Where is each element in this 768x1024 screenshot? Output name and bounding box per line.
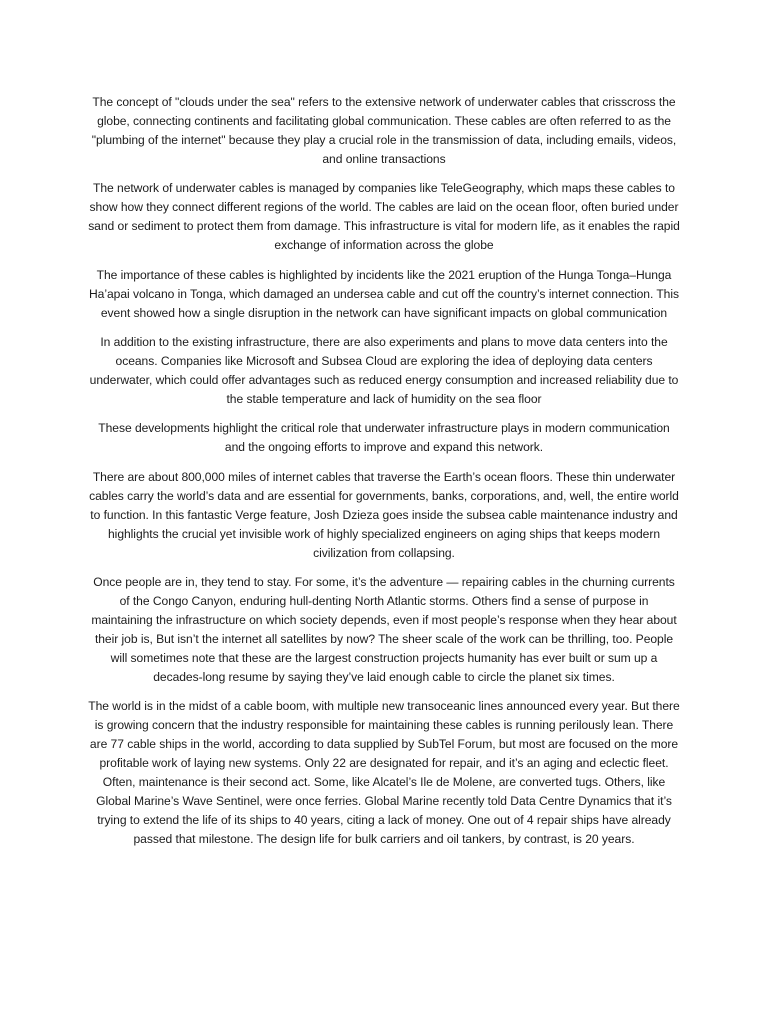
paragraph-tonga-eruption: The importance of these cables is highlighted by incidents like the 2021 eruption of the Hunga Tonga–Hunga Ha’apai volcano in Tonga, which damaged an undersea cable and cut off the country’s internet connection. This event showed how a single disruption in the network can have significant impacts on global communication xyxy=(88,267,679,320)
paragraph-developments: These developments highlight the critical role that underwater infrastructure plays in modern communication and the ongoing efforts to improve and expand this network. xyxy=(98,421,670,455)
paragraph-underwater-data-centers: In addition to the existing infrastructure, there are also experiments and plans to move data centers into the oceans. Companies like Microsoft and Subsea Cloud are exploring the idea of deploying data centers underwater, which could offer advantages such as reduced energy consumption and increased reliability due to the stable temperature and lack of humidity on the sea floor xyxy=(89,334,679,406)
document-body xyxy=(88,93,680,859)
paragraph-cable-mileage: There are about 800,000 miles of internet cables that traverse the Earth’s ocean floors. These thin underwater cables carry the world’s data and are essential for governments, banks, corporations, and, well, the entire world to function. In this fantastic Verge feature, Josh Dzieza goes inside the subsea cable maintenance industry and highlights the crucial yet invisible work of highly specialized engineers on aging ships that keeps modern civilization from collapsing. xyxy=(89,469,679,560)
paragraph-clouds-under-the-sea: The concept of "clouds under the sea" refers to the extensive network of underwater cables that crisscross the globe, connecting continents and facilitating global communication. These cables are often referred to as the "plumbing of the internet" because they play a crucial role in the transmission of data, including emails, videos, and online transactions xyxy=(91,95,677,166)
paragraph-people-stay: Once people are in, they tend to stay. For some, it’s the adventure — repairing cables in the churning currents of the Congo Canyon, enduring hull-denting North Atlantic storms. Others find a sense of purpose in maintaining the infrastructure on which society depends, even if most people’s response when they hear about their job is, But isn’t the internet all satellites by now? The sheer scale of the work can be thrilling, too. People will sometimes note that these are the largest construction projects humanity has ever built or sum up a decades-long resume by saying they’ve laid enough cable to circle the planet six times. xyxy=(91,574,677,684)
paragraph-cable-boom: The world is in the midst of a cable boom, with multiple new transoceanic lines announced every year. But there is growing concern that the industry responsible for maintaining these cables is running perilously lean. There are 77 cable ships in the world, according to data supplied by SubTel Forum, but most are focused on the more profitable work of laying new systems. Only 22 are designated for repair, and it’s an aging and eclectic fleet. Often, maintenance is their second act. Some, like Alcatel’s Ile de Molene, are converted tugs. Others, like Global Marine’s Wave Sentinel, were once ferries. Global Marine recently told Data Centre Dynamics that it’s trying to extend the life of its ships to 40 years, citing a lack of money. One out of 4 repair ships have already passed that milestone. The design life for bulk carriers and oil tankers, by contrast, is 20 years. xyxy=(88,699,680,846)
paragraph-network-management: The network of underwater cables is managed by companies like TeleGeography, which maps these cables to show how they connect different regions of the world. The cables are laid on the ocean floor, often buried under sand or sediment to protect them from damage. This infrastructure is vital for modern life, as it enables the rapid exchange of information across the globe xyxy=(88,181,680,253)
